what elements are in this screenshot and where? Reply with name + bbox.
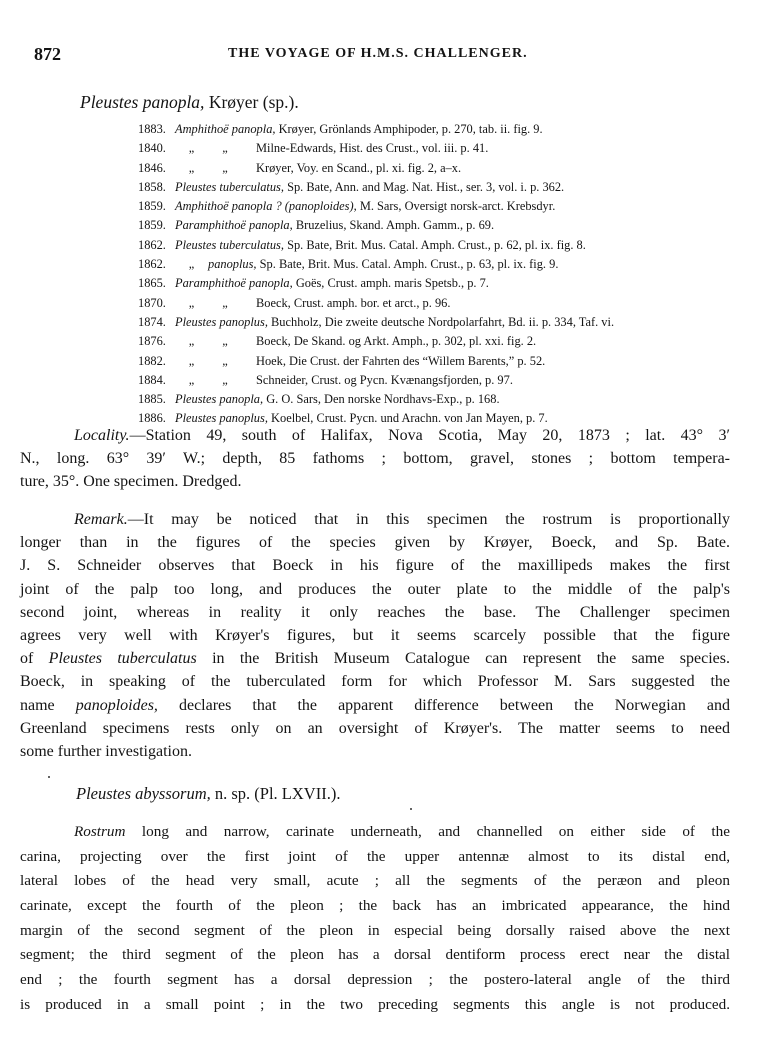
print-speck <box>48 776 50 778</box>
description-line: segment; the third segment of the pleon has a dorsal dentiform process erect near the distal <box>20 946 730 964</box>
synonymy-taxon-name: Paramphithoë panopla, <box>175 218 293 233</box>
synonymy-citation: M. Sars, Oversigt norsk-arct. Krebsdyr. <box>359 199 556 214</box>
species-rest: n. sp. (Pl. LXVII.). <box>214 784 341 803</box>
synonymy-citation: Sp. Bate, Brit. Mus. Catal. Amph. Crust., p. 62, pl. ix. fig. 8. <box>287 237 586 252</box>
synonymy-row <box>138 296 738 315</box>
locality-label: Locality. <box>74 427 130 444</box>
ditto-mark: „ <box>222 372 228 387</box>
locality-line: ture, 35°. One specimen. Dredged. <box>20 473 242 491</box>
remark-line: Greenland specimens rests only on an oversight of Krøyer's. The matter seems to need <box>20 719 730 737</box>
synonymy-row <box>138 238 738 257</box>
synonymy-row <box>138 373 738 392</box>
synonymy-taxon-name: Paramphithoë panopla, <box>175 276 293 291</box>
synonymy-year: 1858. <box>138 179 166 194</box>
remark-line: longer than in the figures of the species given by Krøyer, Boeck, and Sp. Bate. <box>20 534 730 552</box>
remark-line: J. S. Schneider observes that Boeck in his figure of the maxillipeds makes the first <box>20 557 730 575</box>
synonymy-taxon-name: Pleustes tuberculatus, <box>175 179 284 194</box>
synonymy-list <box>138 122 738 431</box>
synonymy-row <box>138 276 738 295</box>
synonymy-citation: Koelbel, Crust. Pycn. und Arachn. von Jan Mayen, p. 7. <box>271 411 548 426</box>
locality-line: Locality.—Station 49, south of Halifax, Nova Scotia, May 20, 1873 ; lat. 43° 3′ <box>74 427 730 444</box>
synonymy-taxon-name: Pleustes panoplus, <box>175 314 268 329</box>
ditto-mark: „ <box>188 334 195 349</box>
synonymy-citation: G. O. Sars, Den norske Nordhavs-Exp., p. 168. <box>266 392 500 407</box>
synonymy-year: 1865. <box>138 276 166 291</box>
synonymy-row <box>138 334 738 353</box>
running-head: THE VOYAGE OF H.M.S. CHALLENGER. <box>228 46 528 61</box>
synonymy-year: 1859. <box>138 218 166 233</box>
synonymy-row <box>138 218 738 237</box>
remark-line: Remark.—It may be noticed that in this specimen the rostrum is proportionally <box>74 511 730 528</box>
description-line: is produced in a small point ; in the two preceding segments this angle is not produced. <box>20 995 730 1013</box>
description-line: carina, projecting over the first joint of the upper antennæ almost to its distal end, <box>20 847 730 865</box>
remark-line: some further investigation. <box>20 742 192 760</box>
synonymy-row <box>138 315 738 334</box>
species-authority: Krøyer (sp.). <box>208 92 299 112</box>
ditto-mark: „ <box>222 141 228 156</box>
synonymy-citation: Goës, Crust. amph. maris Spetsb., p. 7. <box>295 276 489 291</box>
description-line: end ; the fourth segment has a dorsal depression ; the postero-lateral angle of the third <box>20 971 730 989</box>
synonymy-year: 1859. <box>138 199 166 214</box>
synonymy-taxon-name: Amphithoë panopla ? (panoploides), <box>175 199 357 214</box>
synonymy-year: 1885. <box>138 392 166 407</box>
synonymy-citation: Milne-Edwards, Hist. des Crust., vol. iii. p. 41. <box>256 141 489 156</box>
description-label: Rostrum <box>74 823 126 840</box>
remark-line: of Pleustes tuberculatus in the British Museum Catalogue can represent the same species. <box>20 650 731 668</box>
synonymy-citation: Hoek, Die Crust. der Fahrten des “Willem Barents,” p. 52. <box>256 353 546 368</box>
synonymy-year: 1886. <box>138 411 166 426</box>
synonymy-year: 1882. <box>138 353 166 368</box>
species-heading-abyssorum <box>76 784 340 804</box>
synonymy-row <box>138 257 738 276</box>
remark-line: joint of the palp too long, and produces the outer plate to the middle of the palp's <box>20 580 730 598</box>
synonymy-row <box>138 354 738 373</box>
synonymy-year: 1862. <box>138 257 166 272</box>
synonymy-row <box>138 122 738 141</box>
locality-line: N., long. 63° 39′ W.; depth, 85 fathoms ; bottom, gravel, stones ; bottom tempera- <box>20 450 730 468</box>
description-line: carinate, except the fourth of the pleon ; the back has an imbricated appearance, the hind <box>20 897 730 915</box>
synonymy-taxon-name: panoplus, <box>208 257 257 272</box>
ditto-mark: „ <box>188 295 195 310</box>
synonymy-citation: Buchholz, Die zweite deutsche Nordpolarfahrt, Bd. ii. p. 334, Taf. vi. <box>271 314 615 329</box>
remark-line: name panoploides, declares that the apparent difference between the Norwegian and <box>20 696 730 714</box>
remark-line: Boeck, in speaking of the tuberculated form for which Professor M. Sars suggested the <box>20 673 730 691</box>
description-line: lateral lobes of the head very small, acute ; all the segments of the peræon and pleon <box>20 872 730 890</box>
synonymy-year: 1884. <box>138 372 166 387</box>
ditto-mark: „ <box>188 141 195 156</box>
synonymy-year: 1840. <box>138 141 166 156</box>
print-speck <box>410 808 412 810</box>
ditto-mark: „ <box>222 160 228 175</box>
remark-label: Remark. <box>74 511 128 528</box>
ditto-mark: „ <box>222 353 228 368</box>
remark-line: agrees very well with Krøyer's figures, but it seems scarcely possible that the figure <box>20 626 730 644</box>
ditto-mark: „ <box>188 257 195 272</box>
species-heading-panopla <box>80 92 299 113</box>
ditto-mark: „ <box>222 295 228 310</box>
species-name: Pleustes abyssorum, <box>76 784 211 803</box>
species-name: Pleustes panopla, <box>80 92 205 112</box>
synonymy-row <box>138 180 738 199</box>
ditto-mark: „ <box>188 372 195 387</box>
synonymy-taxon-name: Pleustes panoplus, <box>175 411 268 426</box>
synonymy-taxon-name: Pleustes tuberculatus, <box>175 237 284 252</box>
synonymy-year: 1876. <box>138 334 166 349</box>
remark-paragraph <box>20 508 730 763</box>
synonymy-taxon-name: Pleustes panopla, <box>175 392 264 407</box>
locality-paragraph <box>20 424 730 494</box>
synonymy-citation: Sp. Bate, Brit. Mus. Catal. Amph. Crust., p. 63, pl. ix. fig. 9. <box>259 257 559 272</box>
synonymy-year: 1883. <box>138 122 166 136</box>
page-number: 872 <box>34 44 61 64</box>
synonymy-row <box>138 392 738 411</box>
synonymy-row <box>138 141 738 160</box>
synonymy-citation: Krøyer, Voy. en Scand., pl. xi. fig. 2, a–x. <box>256 160 462 175</box>
description-paragraph <box>20 820 730 1018</box>
ditto-mark: „ <box>188 160 195 175</box>
synonymy-year: 1862. <box>138 237 166 252</box>
description-line: margin of the second segment of the pleon in especial being dorsally raised above the next <box>20 921 730 939</box>
synonymy-row <box>138 161 738 180</box>
synonymy-year: 1846. <box>138 160 166 175</box>
synonymy-year: 1870. <box>138 295 166 310</box>
ditto-mark: „ <box>222 334 228 349</box>
synonymy-taxon-name: Amphithoë panopla, <box>175 122 276 136</box>
ditto-mark: „ <box>188 353 195 368</box>
remark-line: second joint, whereas in reality it only reaches the base. The Challenger specimen <box>20 603 730 621</box>
synonymy-citation: Krøyer, Grönlands Amphipoder, p. 270, tab. ii. fig. 9. <box>278 122 543 136</box>
synonymy-row <box>138 199 738 218</box>
synonymy-citation: Schneider, Crust. og Pycn. Kvænangsfjorden, p. 97. <box>256 372 513 387</box>
synonymy-year: 1874. <box>138 314 166 329</box>
description-line: Rostrum long and narrow, carinate underneath, and channelled on either side of the <box>74 823 730 840</box>
page-header <box>34 44 746 70</box>
synonymy-citation: Sp. Bate, Ann. and Mag. Nat. Hist., ser. 3, vol. i. p. 362. <box>287 179 565 194</box>
synonymy-citation: Boeck, Crust. amph. bor. et arct., p. 96. <box>256 295 451 310</box>
synonymy-citation: Boeck, De Skand. og Arkt. Amph., p. 302, pl. xxi. fig. 2. <box>256 334 537 349</box>
synonymy-citation: Bruzelius, Skand. Amph. Gamm., p. 69. <box>295 218 495 233</box>
